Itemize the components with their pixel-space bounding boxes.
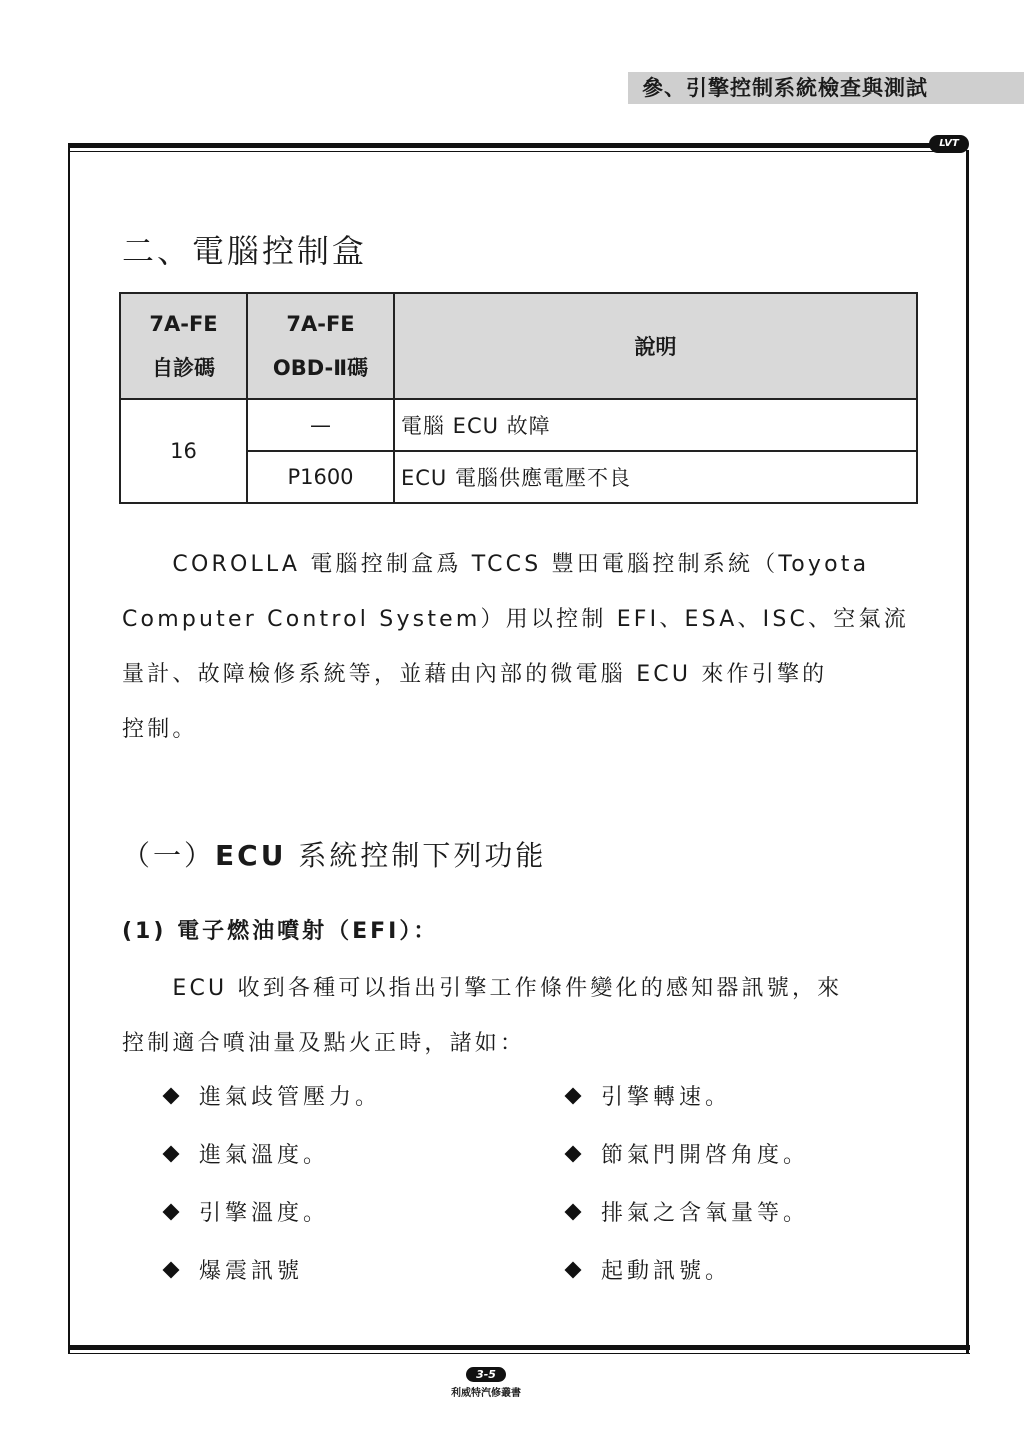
chapter-title: 參、引擎控制系統檢查與測試 <box>628 72 1024 104</box>
left-border <box>68 148 70 1353</box>
intro-line: COROLLA 電腦控制盒爲 TCCS 豐田電腦控制系統（Toyota <box>122 552 870 577</box>
diamond-bullet-icon <box>163 1087 180 1104</box>
intro-line: 控制。 <box>122 717 198 742</box>
bottom-rule-thin <box>68 1353 970 1354</box>
diamond-bullet-icon <box>565 1203 582 1220</box>
list-item <box>567 1196 809 1227</box>
header-obd-line1: 7A-FE <box>286 312 355 336</box>
list-row <box>165 1254 925 1312</box>
diamond-bullet-icon <box>163 1203 180 1220</box>
subsection-prefix: （一） <box>122 839 216 872</box>
right-border <box>966 150 969 1353</box>
efi-heading: (1) 電子燃油噴射（EFI）： <box>122 919 439 944</box>
list-item-label: 排氣之含氧量等。 <box>601 1201 810 1226</box>
top-rule-thin <box>68 151 934 152</box>
efi-line: ECU 收到各種可以指出引擎工作條件變化的感知器訊號，來 <box>122 976 843 1001</box>
list-item <box>165 1196 329 1227</box>
list-item-label: 進氣溫度。 <box>199 1143 330 1168</box>
diamond-bullet-icon <box>163 1145 180 1162</box>
publisher-logo-icon: LVT <box>929 135 969 153</box>
sensor-list <box>165 1080 925 1312</box>
intro-line: 量計、故障檢修系統等，並藉由內部的微電腦 ECU 來作引擎的 <box>122 662 828 687</box>
page-footer <box>451 1363 521 1399</box>
diagnostic-code-table <box>119 292 918 504</box>
publisher-name: 利威特汽修叢書 <box>451 1388 521 1399</box>
section-title: 二、電腦控制盒 <box>122 232 368 270</box>
list-row <box>165 1138 925 1196</box>
header-self-diag-line1: 7A-FE <box>149 312 218 336</box>
page-number: 3-5 <box>466 1367 506 1382</box>
cell-obd: P1600 <box>247 451 394 503</box>
efi-paragraph <box>122 961 922 1071</box>
diamond-bullet-icon <box>163 1261 180 1278</box>
cell-description: ECU 電腦供應電壓不良 <box>394 451 917 503</box>
list-item-label: 進氣歧管壓力。 <box>199 1085 382 1110</box>
diamond-bullet-icon <box>565 1261 582 1278</box>
list-item <box>165 1138 329 1169</box>
header-self-diag-line2: 自診碼 <box>152 356 215 380</box>
list-item-label: 節氣門開啓角度。 <box>601 1143 810 1168</box>
header-obd-line2: OBD-Ⅱ碼 <box>272 356 369 380</box>
list-item <box>165 1080 381 1111</box>
diamond-bullet-icon <box>565 1087 582 1104</box>
cell-self-diag: 16 <box>120 399 247 503</box>
list-row <box>165 1196 925 1254</box>
list-item <box>165 1254 303 1285</box>
subsection-bold: ECU <box>215 839 287 872</box>
bottom-rule <box>68 1345 970 1350</box>
table-header-row <box>120 293 917 399</box>
header-obd <box>247 293 394 399</box>
top-rule <box>68 143 934 148</box>
list-item-label: 引擎轉速。 <box>601 1085 732 1110</box>
list-item-label: 引擎溫度。 <box>199 1201 330 1226</box>
intro-paragraph <box>122 537 922 757</box>
list-item-label: 爆震訊號 <box>199 1259 304 1284</box>
efi-line: 控制適合噴油量及點火正時，諸如： <box>122 1031 526 1056</box>
subsection-title <box>122 834 546 874</box>
list-item <box>567 1254 731 1285</box>
table-row <box>120 399 917 451</box>
subsection-rest: 系統控制下列功能 <box>286 839 547 872</box>
list-row <box>165 1080 925 1138</box>
header-description: 說明 <box>394 293 917 399</box>
diamond-bullet-icon <box>565 1145 582 1162</box>
intro-line: Computer Control System）用以控制 EFI、ESA、ISC、空氣流 <box>122 607 909 632</box>
list-item <box>567 1080 731 1111</box>
list-item <box>567 1138 809 1169</box>
list-item-label: 起動訊號。 <box>601 1259 732 1284</box>
header-self-diag <box>120 293 247 399</box>
cell-description: 電腦 ECU 故障 <box>394 399 917 451</box>
cell-obd: — <box>247 399 394 451</box>
